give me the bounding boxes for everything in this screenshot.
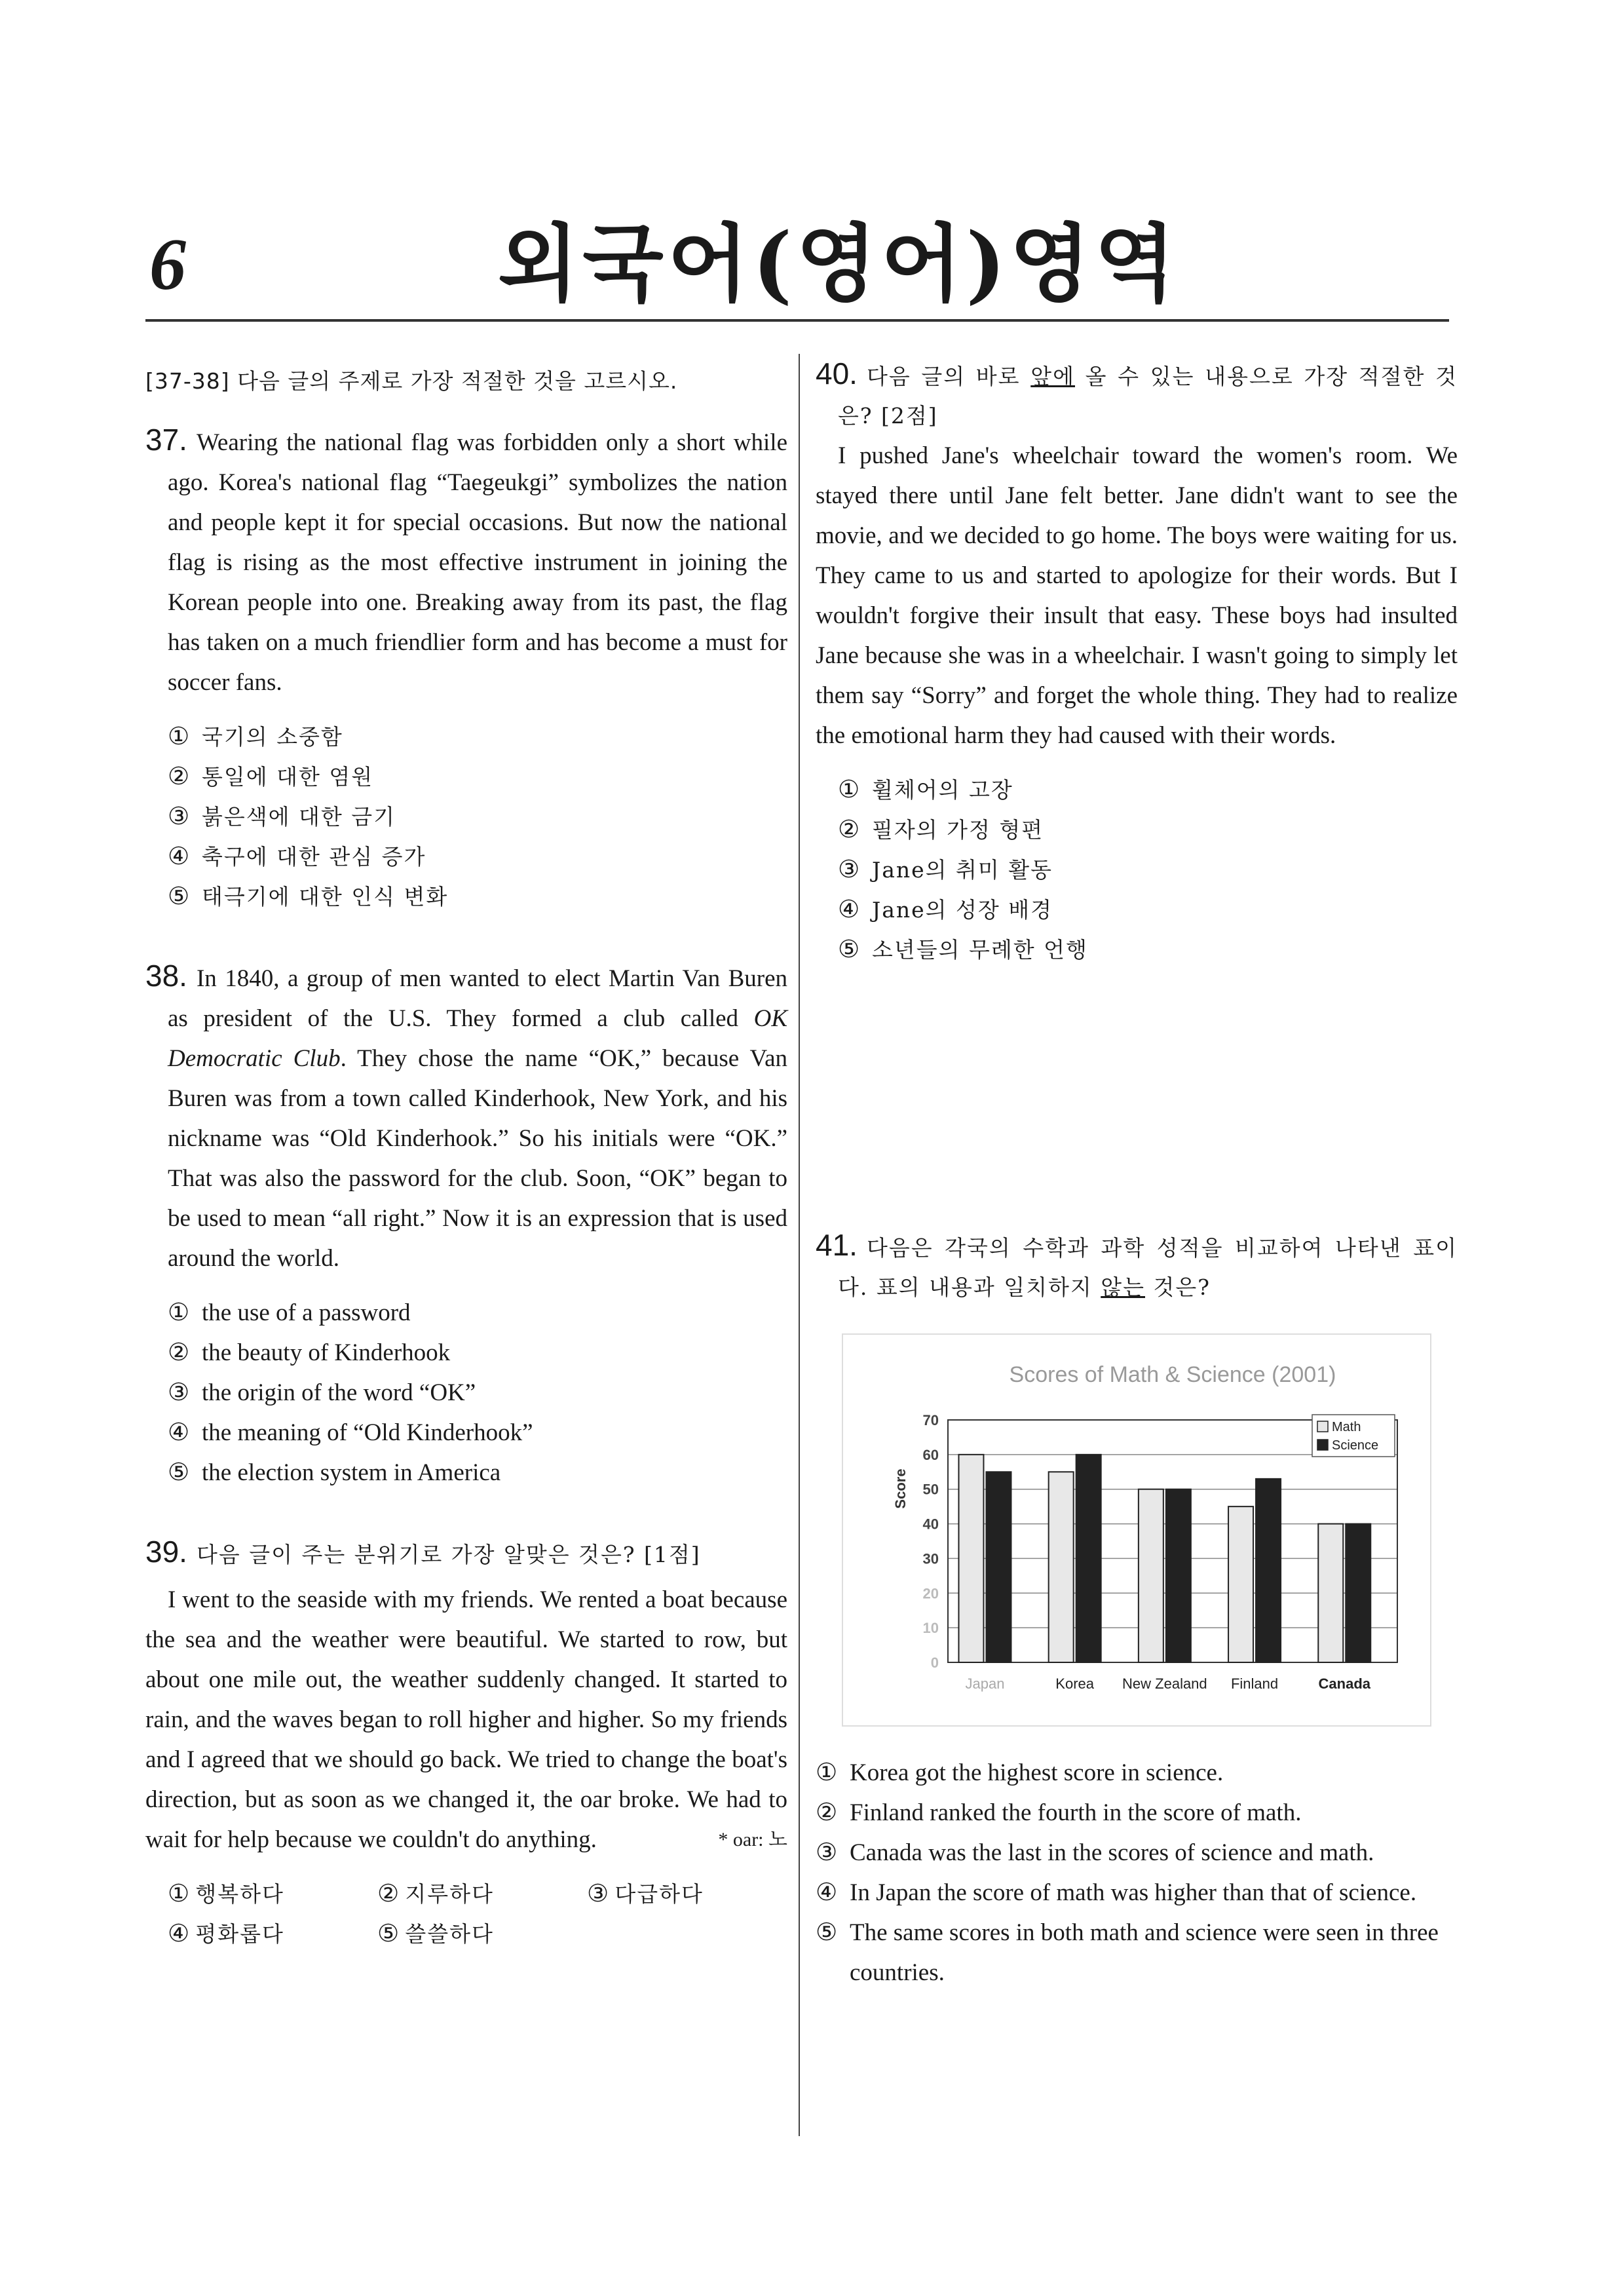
page-title: 외국어(영어)영역 [497, 215, 1180, 313]
question-number: 38. [145, 959, 187, 993]
underlined-word: 않는 [1101, 1274, 1145, 1300]
choice[interactable]: ④ 평화롭다 [168, 1921, 284, 1947]
underlined-word: 앞에 [1030, 364, 1075, 389]
x-tick-label: Korea [1055, 1675, 1095, 1692]
choice[interactable]: ⑤ 소년들의 무례한 언행 [838, 936, 1088, 963]
bar-science [1256, 1479, 1281, 1662]
question-41-prompt [816, 1225, 1458, 1307]
choice[interactable]: ④ 축구에 대한 관심 증가 [168, 843, 426, 870]
question-40-prompt [816, 354, 1458, 436]
chart-title: Scores of Math & Science (2001) [1009, 1362, 1336, 1387]
choice[interactable]: ② 통일에 대한 염원 [168, 763, 374, 790]
question-text: 다음 글의 바로 [866, 364, 1031, 389]
choice[interactable]: ⑤ The same scores in both math and science were seen in three countries. [816, 1919, 1439, 1986]
question-38-passage [145, 956, 787, 1278]
choice[interactable]: ⑤ 쓸쓸하다 [377, 1921, 494, 1947]
y-tick-label: 0 [930, 1655, 939, 1671]
question-39-passage [145, 1580, 787, 1860]
choice-mark: ① [168, 1299, 190, 1326]
footnote: * oar: 노 [718, 1829, 787, 1850]
choice[interactable]: ② the beauty of Kinderhook [168, 1339, 451, 1366]
y-tick-label: 20 [922, 1585, 939, 1602]
y-tick-label: 60 [922, 1446, 939, 1463]
question-41 [816, 1225, 1458, 1993]
choice[interactable]: ① 국기의 소중함 [168, 723, 343, 750]
choice[interactable]: ⑤ the election system in America [168, 1459, 501, 1486]
legend-label: Math [1332, 1420, 1361, 1434]
question-38 [145, 956, 787, 1493]
y-tick-label: 30 [922, 1550, 939, 1567]
bar-math [1228, 1506, 1253, 1662]
question-number: 41. [816, 1228, 858, 1262]
choice[interactable]: ① the use of a password [168, 1293, 787, 1333]
bar-science [1166, 1489, 1191, 1662]
y-tick-label: 70 [922, 1412, 939, 1428]
choice[interactable]: ② 필자의 가정 형편 [838, 816, 1044, 843]
y-tick-label: 40 [922, 1516, 939, 1533]
question-40 [816, 354, 1458, 970]
question-text: 올 수 있는 내용으로 가장 적절한 것은? [2점] [838, 364, 1458, 429]
x-tick-label: Finland [1230, 1675, 1279, 1692]
passage-text: . They chose the name “OK,” because Van Buren was from a town called Kinderhook, New York, and his nickname was “Old Kinderhook.” So his initials were “OK.” That was also the password for the club. Soon, “OK” began to be used to mean “all right.” Now it is an expression that is used around the world. [168, 1045, 788, 1272]
choice[interactable]: ③ 붉은색에 대한 금기 [168, 803, 396, 830]
question-39-choices [145, 1874, 787, 1954]
choice[interactable]: ② Finland ranked the fourth in the score of math. [816, 1799, 1302, 1826]
club-name: OK Democratic Club [168, 1005, 787, 1072]
choice[interactable]: ① 휠체어의 고장 [838, 776, 1013, 803]
bar-math [1318, 1524, 1343, 1662]
question-37-passage [145, 420, 787, 702]
question-39-prompt [145, 1532, 787, 1575]
bar-science [1346, 1524, 1370, 1662]
passage-text: In 1840, a group of men wanted to elect Martin Van Buren as president of the U.S. They formed a club called [168, 965, 787, 1032]
left-column [145, 354, 787, 1980]
question-39 [145, 1532, 787, 1954]
question-41-choices [816, 1753, 1458, 1993]
bar-math [958, 1455, 983, 1662]
question-37 [145, 420, 787, 917]
question-number: 39. [145, 1535, 187, 1569]
choice[interactable]: ① Korea got the highest score in science. [816, 1759, 1224, 1786]
question-number: 37. [145, 423, 187, 457]
choice[interactable]: ① 행복하다 [168, 1881, 284, 1907]
question-text: 다음은 각국의 수학과 과학 성적을 비교하여 나타낸 표이다. 표의 내용과 일치하지 [838, 1235, 1458, 1300]
header-divider [145, 319, 1449, 322]
choice[interactable]: ② 지루하다 [377, 1881, 494, 1907]
bar-math [1139, 1489, 1163, 1662]
legend-swatch [1317, 1421, 1328, 1432]
choice[interactable]: ③ 다급하다 [587, 1881, 704, 1907]
choice[interactable]: ③ Jane의 취미 활동 [838, 856, 1053, 883]
x-tick-label: New Zealand [1122, 1675, 1207, 1692]
choice[interactable]: ④ Jane의 성장 배경 [838, 896, 1053, 923]
legend-label: Science [1332, 1438, 1379, 1453]
y-tick-label: 10 [922, 1620, 939, 1637]
question-38-choices [145, 1293, 787, 1493]
bar-science [986, 1472, 1011, 1662]
question-37-choices [145, 717, 787, 917]
y-axis-label: Score [892, 1468, 909, 1509]
page-number: 6 [149, 224, 186, 305]
legend-swatch [1317, 1440, 1328, 1450]
question-number: 40. [816, 356, 858, 391]
question-40-choices [816, 770, 1458, 970]
passage-text: Wearing the national flag was forbidden only a short while ago. Korea's national flag “Taegeukgi” symbolizes the nation and people kept it for special occasions. But now the national flag is rising as the most effective instrument in joining the Korean people into one. Breaking away from its past, the flag has taken on a much friendlier form and has become a must for soccer fans. [168, 429, 787, 696]
choice[interactable]: ④ the meaning of “Old Kinderhook” [168, 1419, 533, 1446]
choice[interactable]: ③ Canada was the last in the scores of science and math. [816, 1839, 1374, 1866]
choice[interactable]: ⑤ 태극기에 대한 인식 변화 [168, 883, 449, 910]
question-text: 것은? [1145, 1274, 1211, 1300]
question-text: 다음 글이 주는 분위기로 가장 알맞은 것은? [1점] [196, 1542, 701, 1567]
section-instruction: [37-38] 다음 글의 주제로 가장 적절한 것을 고르시오. [145, 368, 678, 394]
y-tick-label: 50 [922, 1481, 939, 1498]
choice[interactable]: ③ the origin of the word “OK” [168, 1379, 476, 1406]
choice[interactable]: ④ In Japan the score of math was higher than that of science. [816, 1879, 1417, 1906]
question-40-passage: I pushed Jane's wheelchair toward the women's room. We stayed there until Jane felt better. Jane didn't want to see the movie, and we decided to go home. The boys were waiting for us. They came to us and started to apologize for their words. But I wouldn't forgive their insult that easy. These boys had insulted Jane because she was in a wheelchair. I wasn't going to simply let them say “Sorry” and forget the whole thing. They had to realize the emotional harm they had caused with their words. [816, 442, 1458, 749]
bar-chart [843, 1335, 1430, 1725]
score-chart [842, 1333, 1431, 1727]
right-column [816, 354, 1458, 1986]
column-divider [799, 354, 800, 2136]
bar-math [1049, 1472, 1074, 1662]
bar-science [1076, 1455, 1101, 1662]
passage-text: I went to the seaside with my friends. We rented a boat because the sea and the weather were beautiful. We started to row, but about one mile out, the weather suddenly changed. It started to rain, and the waves began to roll higher and higher. So my friends and I agreed that we should go back. We tried to change the boat's direction, but as soon as we changed it, the oar broke. We had to wait for help because we couldn't do anything. [145, 1586, 787, 1853]
x-tick-label: Japan [965, 1675, 1005, 1692]
x-tick-label: Canada [1318, 1675, 1371, 1692]
